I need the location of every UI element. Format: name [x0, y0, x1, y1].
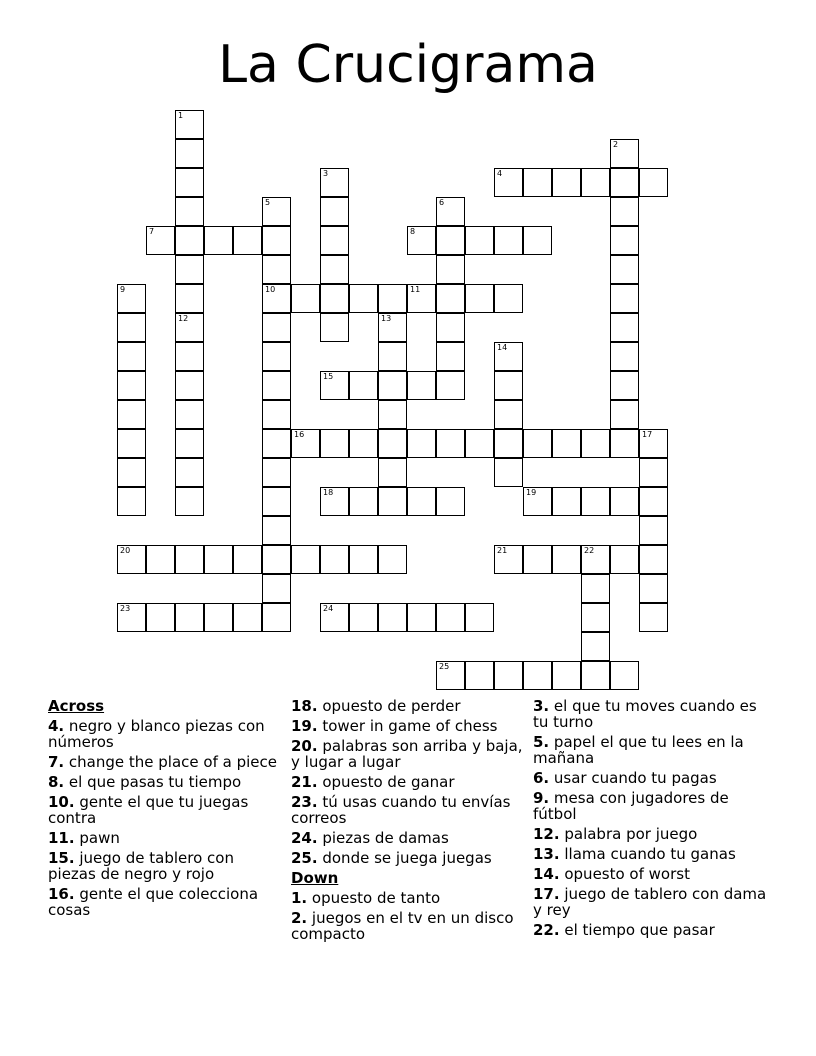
clue-number: 15	[323, 372, 334, 381]
clue-column-1	[48, 698, 284, 922]
grid-cell[interactable]	[610, 400, 639, 429]
grid-cell[interactable]	[262, 400, 291, 429]
grid-cell[interactable]	[407, 226, 436, 255]
grid-cell[interactable]	[233, 226, 262, 255]
grid-cell[interactable]	[262, 197, 291, 226]
grid-cell[interactable]	[523, 168, 552, 197]
clue-number: 21	[497, 546, 508, 555]
clue-column-2	[291, 698, 527, 946]
grid-cell[interactable]	[349, 284, 378, 313]
clue-down-22: 22. el tiempo que pasar	[533, 921, 715, 939]
grid-cell[interactable]	[262, 429, 291, 458]
clue-number: 3	[323, 169, 329, 178]
grid-cell[interactable]	[494, 661, 523, 690]
grid-cell[interactable]	[146, 226, 175, 255]
grid-cell[interactable]	[175, 342, 204, 371]
grid-cell[interactable]	[610, 168, 639, 197]
clue-across-25: 25. donde se juega juegas	[291, 849, 492, 867]
grid-cell[interactable]	[581, 487, 610, 516]
grid-cell[interactable]	[262, 313, 291, 342]
grid-cell[interactable]	[552, 429, 581, 458]
clue-number: 18	[323, 488, 334, 497]
grid-cell[interactable]	[175, 284, 204, 313]
grid-cell[interactable]	[262, 371, 291, 400]
grid-cell[interactable]	[378, 603, 407, 632]
grid-cell[interactable]	[523, 487, 552, 516]
grid-cell[interactable]	[639, 487, 668, 516]
grid-cell[interactable]	[465, 661, 494, 690]
grid-cell[interactable]	[639, 516, 668, 545]
clue-number: 8	[410, 227, 416, 236]
clue-down-1: 1. opuesto de tanto	[291, 889, 441, 907]
clue-number: 16	[294, 430, 305, 439]
grid-cell[interactable]	[320, 284, 349, 313]
grid-cell[interactable]	[175, 603, 204, 632]
grid-cell[interactable]	[117, 284, 146, 313]
grid-cell[interactable]	[146, 545, 175, 574]
clue-down-9: 9. mesa con jugadores de fútbol	[533, 789, 729, 823]
clue-down-3: 3. el que tu moves cuando es tu turno	[533, 697, 757, 731]
grid-cell[interactable]	[494, 168, 523, 197]
grid-cell[interactable]	[175, 458, 204, 487]
grid-cell[interactable]	[552, 545, 581, 574]
grid-cell[interactable]	[552, 168, 581, 197]
page-title: La Crucigrama	[218, 35, 598, 95]
grid-cell[interactable]	[436, 313, 465, 342]
grid-cell[interactable]	[610, 313, 639, 342]
grid-cell[interactable]	[523, 429, 552, 458]
grid-cell[interactable]	[610, 545, 639, 574]
grid-cell[interactable]	[610, 661, 639, 690]
clue-down-6: 6. usar cuando tu pagas	[533, 769, 717, 787]
grid-cell[interactable]	[320, 429, 349, 458]
grid-cell[interactable]	[378, 545, 407, 574]
grid-cell[interactable]	[291, 429, 320, 458]
clue-number: 5	[265, 198, 271, 207]
grid-cell[interactable]	[552, 661, 581, 690]
grid-cell[interactable]	[117, 429, 146, 458]
grid-cell[interactable]	[407, 429, 436, 458]
grid-cell[interactable]	[262, 255, 291, 284]
grid-cell[interactable]	[204, 226, 233, 255]
grid-cell[interactable]	[610, 226, 639, 255]
grid-cell[interactable]	[262, 545, 291, 574]
grid-cell[interactable]	[407, 284, 436, 313]
grid-cell[interactable]	[494, 371, 523, 400]
grid-cell[interactable]	[639, 429, 668, 458]
grid-cell[interactable]	[523, 545, 552, 574]
clue-down-17: 17. juego de tablero con dama y rey	[533, 885, 767, 919]
clue-number: 6	[439, 198, 445, 207]
grid-cell[interactable]	[436, 197, 465, 226]
grid-cell[interactable]	[639, 603, 668, 632]
grid-cell[interactable]	[436, 661, 465, 690]
grid-cell[interactable]	[610, 139, 639, 168]
grid-cell[interactable]	[262, 574, 291, 603]
grid-cell[interactable]	[436, 603, 465, 632]
clue-number: 24	[323, 604, 334, 613]
grid-cell[interactable]	[581, 545, 610, 574]
grid-cell[interactable]	[494, 226, 523, 255]
grid-cell[interactable]	[465, 284, 494, 313]
grid-cell[interactable]	[581, 632, 610, 661]
grid-cell[interactable]	[320, 371, 349, 400]
clue-number: 11	[410, 285, 421, 294]
grid-cell[interactable]	[436, 487, 465, 516]
grid-cell[interactable]	[610, 487, 639, 516]
clue-number: 4	[497, 169, 503, 178]
clue-number: 17	[642, 430, 653, 439]
clue-number: 12	[178, 314, 189, 323]
grid-cell[interactable]	[349, 603, 378, 632]
grid-cell[interactable]	[436, 255, 465, 284]
grid-cell[interactable]	[639, 574, 668, 603]
clue-number: 20	[120, 546, 131, 555]
grid-cell[interactable]	[204, 545, 233, 574]
grid-cell[interactable]	[262, 458, 291, 487]
across-heading: Across	[48, 697, 105, 715]
grid-cell[interactable]	[175, 400, 204, 429]
grid-cell[interactable]	[523, 661, 552, 690]
grid-cell[interactable]	[407, 487, 436, 516]
clue-number: 7	[149, 227, 155, 236]
clue-across-4: 4. negro y blanco piezas con números	[48, 717, 265, 751]
grid-cell[interactable]	[552, 487, 581, 516]
grid-cell[interactable]	[233, 545, 262, 574]
grid-cell[interactable]	[117, 458, 146, 487]
grid-cell[interactable]	[291, 284, 320, 313]
clue-down-14: 14. opuesto of worst	[533, 865, 690, 883]
grid-cell[interactable]	[349, 429, 378, 458]
grid-cell[interactable]	[262, 342, 291, 371]
clue-across-15: 15. juego de tablero con piezas de negro y rojo	[48, 849, 234, 883]
grid-cell[interactable]	[378, 284, 407, 313]
clue-number: 14	[497, 343, 508, 352]
clue-across-8: 8. el que pasas tu tiempo	[48, 773, 242, 791]
grid-cell[interactable]	[175, 110, 204, 139]
clue-across-11: 11. pawn	[48, 829, 120, 847]
grid-cell[interactable]	[175, 226, 204, 255]
grid-cell[interactable]	[378, 313, 407, 342]
grid-cell[interactable]	[436, 342, 465, 371]
grid-cell[interactable]	[175, 313, 204, 342]
clue-down-13: 13. llama cuando tu ganas	[533, 845, 736, 863]
grid-cell[interactable]	[581, 661, 610, 690]
grid-cell[interactable]	[407, 603, 436, 632]
grid-cell[interactable]	[378, 400, 407, 429]
grid-cell[interactable]	[204, 603, 233, 632]
grid-cell[interactable]	[581, 603, 610, 632]
grid-cell[interactable]	[117, 545, 146, 574]
grid-cell[interactable]	[378, 371, 407, 400]
grid-cell[interactable]	[378, 342, 407, 371]
grid-cell[interactable]	[175, 139, 204, 168]
grid-cell[interactable]	[175, 545, 204, 574]
grid-cell[interactable]	[581, 574, 610, 603]
clue-down-12: 12. palabra por juego	[533, 825, 698, 843]
clue-down-2: 2. juegos en el tv en un disco compacto	[291, 909, 514, 943]
grid-cell[interactable]	[262, 603, 291, 632]
grid-cell[interactable]	[349, 545, 378, 574]
grid-cell[interactable]	[349, 371, 378, 400]
clue-across-19: 19. tower in game of chess	[291, 717, 498, 735]
grid-cell[interactable]	[320, 545, 349, 574]
grid-cell[interactable]	[639, 545, 668, 574]
grid-cell[interactable]	[581, 429, 610, 458]
clue-number: 19	[526, 488, 537, 497]
grid-cell[interactable]	[146, 603, 175, 632]
grid-cell[interactable]	[610, 284, 639, 313]
clue-column-3	[533, 698, 769, 942]
grid-cell[interactable]	[117, 313, 146, 342]
grid-cell[interactable]	[610, 255, 639, 284]
grid-cell[interactable]	[175, 429, 204, 458]
grid-cell[interactable]	[436, 371, 465, 400]
grid-cell[interactable]	[610, 371, 639, 400]
grid-cell[interactable]	[320, 255, 349, 284]
grid-cell[interactable]	[436, 429, 465, 458]
clue-down-5: 5. papel el que tu lees en la mañana	[533, 733, 744, 767]
grid-cell[interactable]	[639, 168, 668, 197]
grid-cell[interactable]	[175, 168, 204, 197]
clue-across-16: 16. gente el que colecciona cosas	[48, 885, 259, 919]
clue-across-10: 10. gente el que tu juegas contra	[48, 793, 249, 827]
clue-across-21: 21. opuesto de ganar	[291, 773, 455, 791]
clue-across-7: 7. change the place of a piece	[48, 753, 277, 771]
grid-cell[interactable]	[291, 545, 320, 574]
grid-cell[interactable]	[320, 603, 349, 632]
grid-cell[interactable]	[610, 197, 639, 226]
grid-cell[interactable]	[175, 255, 204, 284]
clue-number: 10	[265, 285, 276, 294]
grid-cell[interactable]	[639, 458, 668, 487]
grid-cell[interactable]	[581, 168, 610, 197]
grid-cell[interactable]	[262, 226, 291, 255]
grid-cell[interactable]	[494, 429, 523, 458]
grid-cell[interactable]	[320, 313, 349, 342]
grid-cell[interactable]	[320, 197, 349, 226]
grid-cell[interactable]	[320, 168, 349, 197]
clue-number: 1	[178, 111, 184, 120]
grid-cell[interactable]	[117, 342, 146, 371]
grid-cell[interactable]	[465, 226, 494, 255]
clue-number: 23	[120, 604, 131, 613]
clue-across-18: 18. opuesto de perder	[291, 697, 461, 715]
grid-cell[interactable]	[494, 400, 523, 429]
grid-cell[interactable]	[494, 342, 523, 371]
grid-cell[interactable]	[117, 487, 146, 516]
clue-number: 22	[584, 546, 595, 555]
grid-cell[interactable]	[523, 226, 552, 255]
grid-cell[interactable]	[175, 197, 204, 226]
clue-across-24: 24. piezas de damas	[291, 829, 449, 847]
grid-cell[interactable]	[117, 371, 146, 400]
clue-across-20: 20. palabras son arriba y baja, y lugar a lugar	[291, 737, 523, 771]
clue-number: 13	[381, 314, 392, 323]
grid-cell[interactable]	[175, 487, 204, 516]
grid-cell[interactable]	[262, 284, 291, 313]
grid-cell[interactable]	[175, 371, 204, 400]
grid-cell[interactable]	[465, 603, 494, 632]
grid-cell[interactable]	[320, 487, 349, 516]
grid-cell[interactable]	[378, 487, 407, 516]
grid-cell[interactable]	[610, 342, 639, 371]
grid-cell[interactable]	[378, 458, 407, 487]
down-heading: Down	[291, 869, 339, 887]
grid-cell[interactable]	[349, 487, 378, 516]
grid-cell[interactable]	[494, 545, 523, 574]
clue-number: 9	[120, 285, 126, 294]
grid-cell[interactable]	[117, 400, 146, 429]
grid-cell[interactable]	[494, 284, 523, 313]
grid-cell[interactable]	[320, 226, 349, 255]
clue-across-23: 23. tú usas cuando tu envías correos	[291, 793, 511, 827]
grid-cell[interactable]	[233, 603, 262, 632]
clue-number: 25	[439, 662, 450, 671]
grid-cell[interactable]	[407, 371, 436, 400]
grid-cell[interactable]	[378, 429, 407, 458]
grid-cell[interactable]	[117, 603, 146, 632]
grid-cell[interactable]	[262, 487, 291, 516]
grid-cell[interactable]	[262, 516, 291, 545]
grid-cell[interactable]	[436, 226, 465, 255]
grid-cell[interactable]	[494, 458, 523, 487]
grid-cell[interactable]	[465, 429, 494, 458]
clue-number: 2	[613, 140, 619, 149]
grid-cell[interactable]	[610, 429, 639, 458]
grid-cell[interactable]	[436, 284, 465, 313]
